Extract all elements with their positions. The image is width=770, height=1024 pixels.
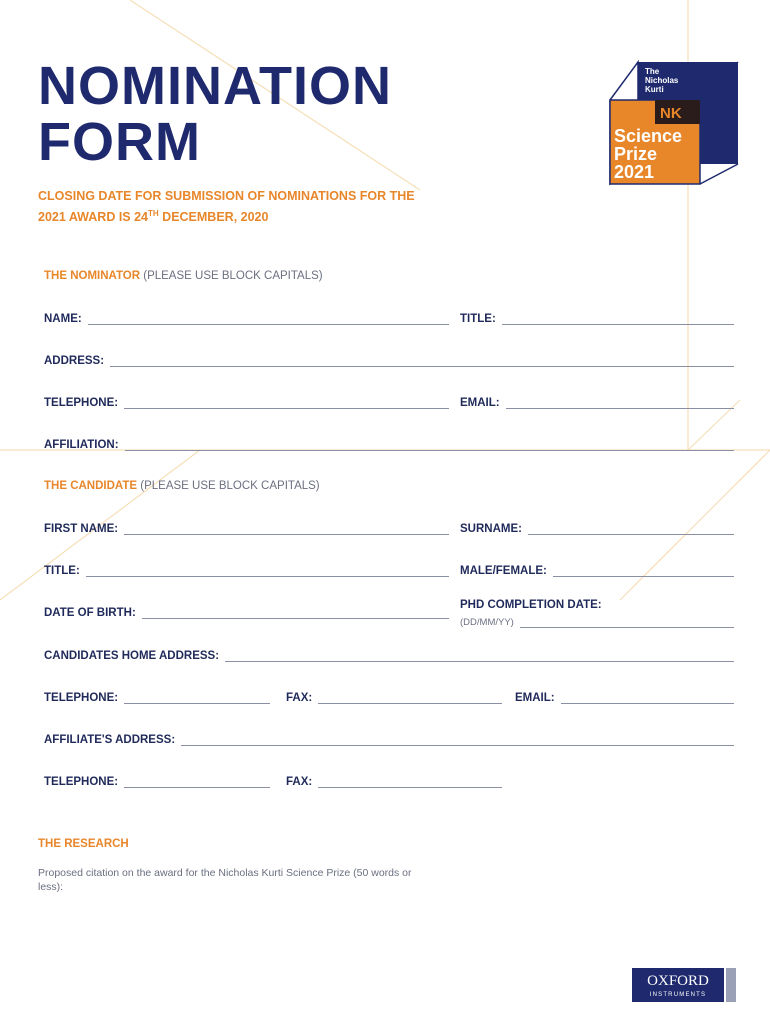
nominator-name-label: NAME:	[44, 313, 82, 325]
svg-text:Kurti: Kurti	[645, 85, 664, 94]
nominator-heading: THE NOMINATOR (PLEASE USE BLOCK CAPITALS)	[44, 270, 323, 282]
candidate-fax-row	[286, 691, 502, 704]
nominator-name-field[interactable]	[88, 312, 449, 325]
nominator-affiliation-row	[44, 438, 734, 451]
affiliate-fax-label: FAX:	[286, 776, 313, 788]
candidate-email-label: EMAIL:	[515, 692, 555, 704]
candidate-fax-label: FAX:	[286, 692, 313, 704]
affiliate-fax-row	[286, 775, 502, 788]
candidate-gender-label: MALE/FEMALE:	[460, 565, 547, 577]
page-title	[38, 58, 392, 170]
candidate-heading: THE CANDIDATE (PLEASE USE BLOCK CAPITALS)	[44, 480, 320, 492]
candidate-affiliate-address-label: AFFILIATE'S ADDRESS:	[44, 734, 176, 746]
svg-text:Nicholas: Nicholas	[645, 76, 679, 85]
candidate-phd-date-label: PHD COMPLETION DATE:	[460, 599, 602, 611]
candidate-phd-date-field[interactable]	[520, 615, 734, 628]
nk-science-prize-logo	[600, 60, 740, 190]
nominator-address-label: ADDRESS:	[44, 355, 105, 367]
candidate-affiliate-address-row	[44, 733, 734, 746]
oxford-instruments-logo	[632, 968, 736, 1002]
svg-text:NK: NK	[660, 105, 682, 122]
svg-text:The: The	[645, 67, 660, 76]
nominator-affiliation-label: AFFILIATION:	[44, 439, 119, 451]
affiliate-telephone-row	[44, 775, 270, 788]
svg-text:Science: Science	[614, 126, 683, 146]
candidate-home-address-row	[44, 649, 734, 662]
candidate-dob-row	[44, 606, 449, 619]
candidate-telephone-label: TELEPHONE:	[44, 692, 119, 704]
svg-text:OXFORD: OXFORD	[647, 973, 709, 989]
svg-text:Prize: Prize	[614, 144, 658, 164]
nominator-email-row	[460, 396, 734, 409]
nominator-title-label: TITLE:	[460, 313, 496, 325]
candidate-title-label: TITLE:	[44, 565, 80, 577]
candidate-dob-field[interactable]	[142, 606, 449, 619]
nominator-title-row	[460, 312, 734, 325]
svg-text:2021: 2021	[614, 162, 655, 182]
candidate-affiliate-address-field[interactable]	[181, 733, 734, 746]
closing-line-1: CLOSING DATE FOR SUBMISSION OF NOMINATIONS FOR THE	[38, 189, 415, 203]
nominator-name-row	[44, 312, 449, 325]
candidate-first-name-label: FIRST NAME:	[44, 523, 119, 535]
nominator-affiliation-field[interactable]	[125, 438, 734, 451]
closing-date-notice	[38, 188, 415, 226]
candidate-phd-date-row	[460, 615, 734, 628]
nominator-address-field[interactable]	[110, 354, 734, 367]
candidate-dob-label: DATE OF BIRTH:	[44, 607, 136, 619]
nominator-email-label: EMAIL:	[460, 397, 500, 409]
candidate-telephone-row	[44, 691, 270, 704]
research-instructions: Proposed citation on the award for the Nicholas Kurti Science Prize (50 words or less):	[38, 867, 412, 893]
candidate-fax-field[interactable]	[318, 691, 502, 704]
candidate-telephone-field[interactable]	[124, 691, 270, 704]
candidate-title-row	[44, 564, 449, 577]
candidate-title-field[interactable]	[86, 564, 449, 577]
nominator-telephone-row	[44, 396, 449, 409]
candidate-gender-row	[460, 564, 734, 577]
candidate-surname-field[interactable]	[528, 522, 734, 535]
nominator-telephone-label: TELEPHONE:	[44, 397, 119, 409]
nominator-title-field[interactable]	[502, 312, 734, 325]
closing-line-2: 2021 AWARD IS 24TH DECEMBER, 2020	[38, 209, 269, 225]
candidate-first-name-field[interactable]	[124, 522, 449, 535]
candidate-email-row	[515, 691, 734, 704]
candidate-gender-field[interactable]	[553, 564, 734, 577]
affiliate-telephone-label: TELEPHONE:	[44, 776, 119, 788]
candidate-email-field[interactable]	[561, 691, 734, 704]
research-heading: THE RESEARCH	[38, 838, 129, 850]
affiliate-fax-field[interactable]	[318, 775, 502, 788]
candidate-surname-row	[460, 522, 734, 535]
candidate-first-name-row	[44, 522, 449, 535]
candidate-home-address-label: CANDIDATES HOME ADDRESS:	[44, 650, 220, 662]
title-line-1: NOMINATION	[38, 56, 392, 116]
candidate-surname-label: SURNAME:	[460, 523, 522, 535]
affiliate-telephone-field[interactable]	[124, 775, 270, 788]
phd-date-format-hint: (DD/MM/YY)	[460, 617, 514, 628]
candidate-home-address-field[interactable]	[225, 649, 734, 662]
nominator-telephone-field[interactable]	[124, 396, 449, 409]
nominator-address-row	[44, 354, 734, 367]
nominator-email-field[interactable]	[506, 396, 734, 409]
title-line-2: FORM	[38, 112, 201, 172]
svg-text:INSTRUMENTS: INSTRUMENTS	[649, 992, 707, 998]
